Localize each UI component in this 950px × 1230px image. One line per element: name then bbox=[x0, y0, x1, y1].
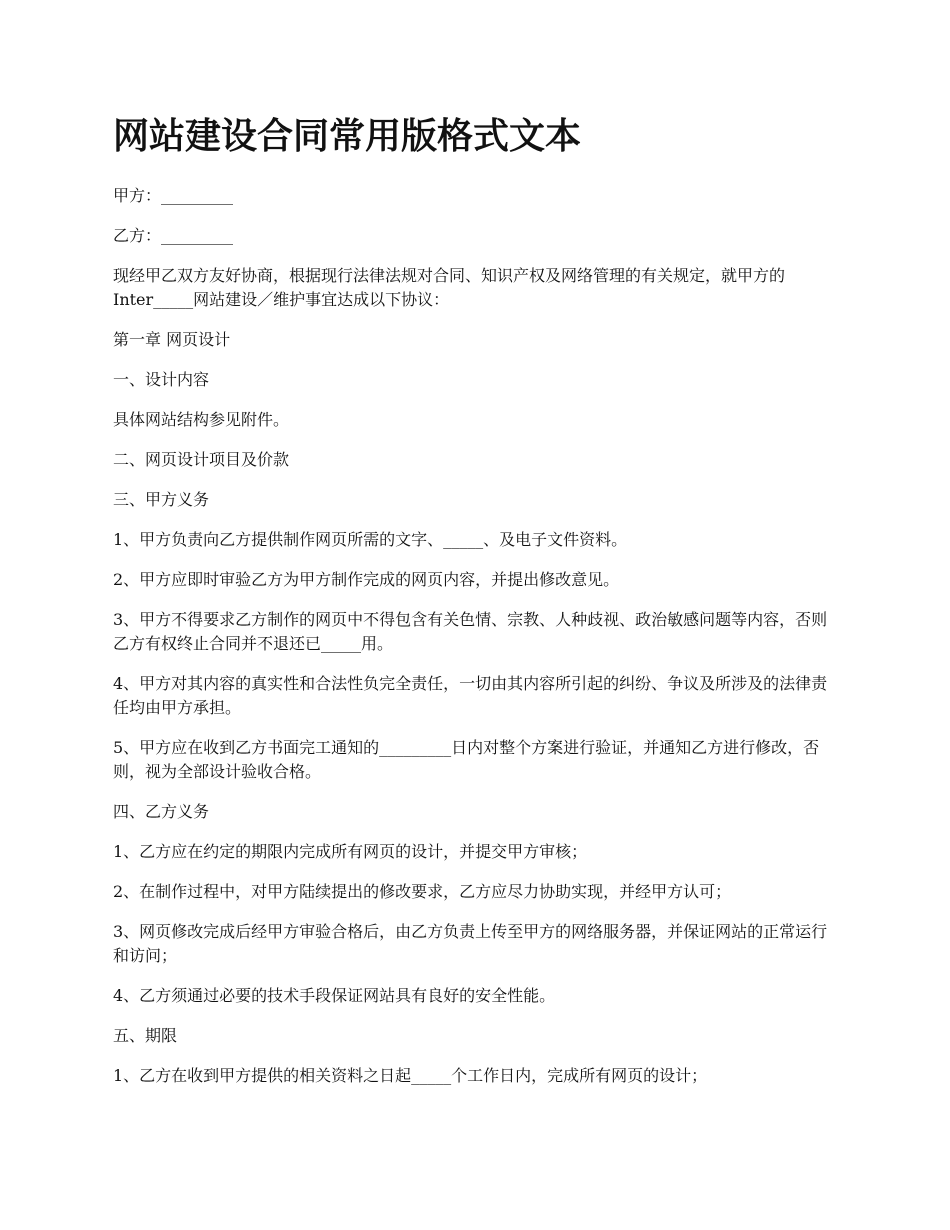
list-item: 1、乙方在收到甲方提供的相关资料之日起_____个工作日内，完成所有网页的设计； bbox=[113, 1066, 708, 1085]
document-title: 网站建设合同常用版格式文本 bbox=[113, 116, 582, 157]
section-heading-design-content: 一、设计内容 bbox=[113, 370, 210, 389]
intro-paragraph: 现经甲乙双方友好协商，根据现行法律法规对合同、知识产权及网络管理的有关规定，就甲方的Inter_____网站建设／维护事宜达成以下协议： bbox=[113, 266, 786, 309]
list-item: 4、乙方须通过必要的技术手段保证网站具有良好的安全性能。 bbox=[113, 986, 556, 1005]
list-item: 4、甲方对其内容的真实性和合法性负完全责任，一切由其内容所引起的纠纷、争议及所涉及的法律责任均由甲方承担。 bbox=[113, 674, 828, 717]
party-a-line: 甲方：_________ bbox=[113, 186, 234, 205]
section-heading-term: 五、期限 bbox=[113, 1026, 178, 1045]
paragraph: 具体网站结构参见附件。 bbox=[113, 410, 290, 429]
section-heading-party-a-duties: 三、甲方义务 bbox=[113, 490, 210, 509]
list-item: 2、甲方应即时审验乙方为甲方制作完成的网页内容，并提出修改意见。 bbox=[113, 570, 620, 589]
section-heading-party-b-duties: 四、乙方义务 bbox=[113, 802, 210, 821]
list-item: 1、甲方负责向乙方提供制作网页所需的文字、_____、及电子文件资料。 bbox=[113, 530, 628, 549]
chapter-heading: 第一章 网页设计 bbox=[113, 330, 231, 349]
list-item: 2、在制作过程中，对甲方陆续提出的修改要求，乙方应尽力协助实现，并经甲方认可； bbox=[113, 882, 732, 901]
party-b-line: 乙方：_________ bbox=[113, 226, 234, 245]
list-item: 3、甲方不得要求乙方制作的网页中不得包含有关色情、宗教、人种歧视、政治敏感问题等内容，否则乙方有权终止合同并不退还已_____用。 bbox=[113, 610, 828, 653]
list-item: 5、甲方应在收到乙方书面完工通知的_________日内对整个方案进行验证，并通知乙方进行修改，否则，视为全部设计验收合格。 bbox=[113, 738, 820, 781]
list-item: 3、网页修改完成后经甲方审验合格后，由乙方负责上传至甲方的网络服务器，并保证网站的正常运行和访问； bbox=[113, 922, 828, 965]
section-heading-items-price: 二、网页设计项目及价款 bbox=[113, 450, 290, 469]
list-item: 1、乙方应在约定的期限内完成所有网页的设计，并提交甲方审核； bbox=[113, 842, 588, 861]
document-page bbox=[113, 112, 843, 1104]
